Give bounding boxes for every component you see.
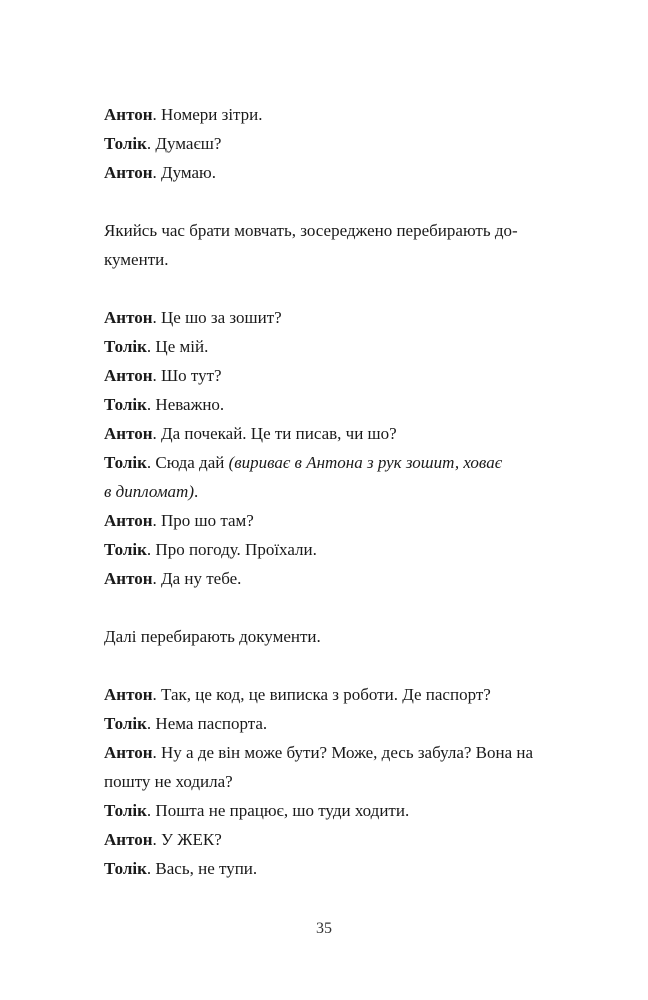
dialogue-line bbox=[104, 129, 566, 158]
paragraph-gap bbox=[104, 593, 566, 622]
line-text: . Це шо за зошит? bbox=[152, 308, 282, 327]
speaker-name: Толік bbox=[104, 801, 147, 820]
speaker-name: Толік bbox=[104, 395, 147, 414]
dialogue-line bbox=[104, 854, 566, 883]
speaker-name: Антон bbox=[104, 163, 153, 182]
line-text: . Про погоду. Проїхали. bbox=[146, 540, 317, 559]
dialogue-line bbox=[104, 709, 566, 738]
dialogue-line bbox=[104, 332, 566, 361]
speaker-name: Антон bbox=[104, 366, 153, 385]
speaker-name: Антон bbox=[104, 308, 153, 327]
line-text: . Нема паспорта. bbox=[146, 714, 268, 733]
dialogue-line bbox=[104, 535, 566, 564]
line-text: . Ну а де він може бути? Може, десь забула? Вона на bbox=[152, 743, 534, 762]
line-text: . Пошта не працює, шо туди ходити. bbox=[146, 801, 410, 820]
dialogue-line bbox=[104, 738, 566, 767]
stage-remark: (вириває в Антона з рук зошит, ховає bbox=[228, 453, 503, 472]
speaker-name: Толік bbox=[104, 337, 147, 356]
dialogue-line bbox=[104, 419, 566, 448]
dialogue-line bbox=[104, 448, 566, 477]
line-text: . Вась, не тупи. bbox=[146, 859, 258, 878]
speaker-name: Антон bbox=[104, 569, 153, 588]
line-text: . Номери зітри. bbox=[152, 105, 263, 124]
dialogue-line bbox=[104, 390, 566, 419]
dialogue-line bbox=[104, 564, 566, 593]
dialogue-line bbox=[104, 825, 566, 854]
line-text: . Да почекай. Це ти писав, чи шо? bbox=[152, 424, 397, 443]
dialogue-line-continued bbox=[104, 477, 566, 506]
line-text: . Так, це код, це виписка з роботи. Де паспорт? bbox=[152, 685, 491, 704]
speaker-name: Антон bbox=[104, 105, 153, 124]
line-text: . Шо тут? bbox=[152, 366, 222, 385]
line-text: . Да ну тебе. bbox=[152, 569, 242, 588]
speaker-name: Толік bbox=[104, 714, 147, 733]
line-text: . У ЖЕК? bbox=[152, 830, 222, 849]
line-text: . Про шо там? bbox=[152, 511, 254, 530]
page-number: 35 bbox=[316, 920, 332, 937]
line-text: . Неважно. bbox=[146, 395, 225, 414]
speaker-name: Антон bbox=[104, 830, 153, 849]
page-text bbox=[104, 100, 566, 883]
paragraph-gap bbox=[104, 274, 566, 303]
line-text: . Сюда дай bbox=[146, 453, 229, 472]
dialogue-line-continued: пошту не ходила? bbox=[104, 772, 233, 791]
speaker-name: Толік bbox=[104, 540, 147, 559]
dialogue-line bbox=[104, 361, 566, 390]
line-text: . Це мій. bbox=[146, 337, 209, 356]
speaker-name: Антон bbox=[104, 743, 153, 762]
line-text: . Думаю. bbox=[152, 163, 217, 182]
dialogue-line bbox=[104, 506, 566, 535]
stage-remark: в дипломат) bbox=[104, 482, 194, 501]
dialogue-line bbox=[104, 680, 566, 709]
dialogue-line bbox=[104, 100, 566, 129]
stage-direction: кументи. bbox=[104, 250, 169, 269]
dialogue-line bbox=[104, 796, 566, 825]
speaker-name: Антон bbox=[104, 511, 153, 530]
dialogue-line bbox=[104, 303, 566, 332]
speaker-name: Толік bbox=[104, 134, 147, 153]
dialogue-line bbox=[104, 158, 566, 187]
speaker-name: Толік bbox=[104, 453, 147, 472]
line-text: . Думаєш? bbox=[146, 134, 222, 153]
speaker-name: Антон bbox=[104, 424, 153, 443]
speaker-name: Антон bbox=[104, 685, 153, 704]
speaker-name: Толік bbox=[104, 859, 147, 878]
paragraph-gap bbox=[104, 187, 566, 216]
stage-direction: Далі перебирають документи. bbox=[104, 627, 321, 646]
line-text: . bbox=[194, 482, 199, 501]
paragraph-gap bbox=[104, 651, 566, 680]
stage-direction: Якийсь час брати мовчать, зосереджено перебирають до- bbox=[104, 221, 518, 240]
